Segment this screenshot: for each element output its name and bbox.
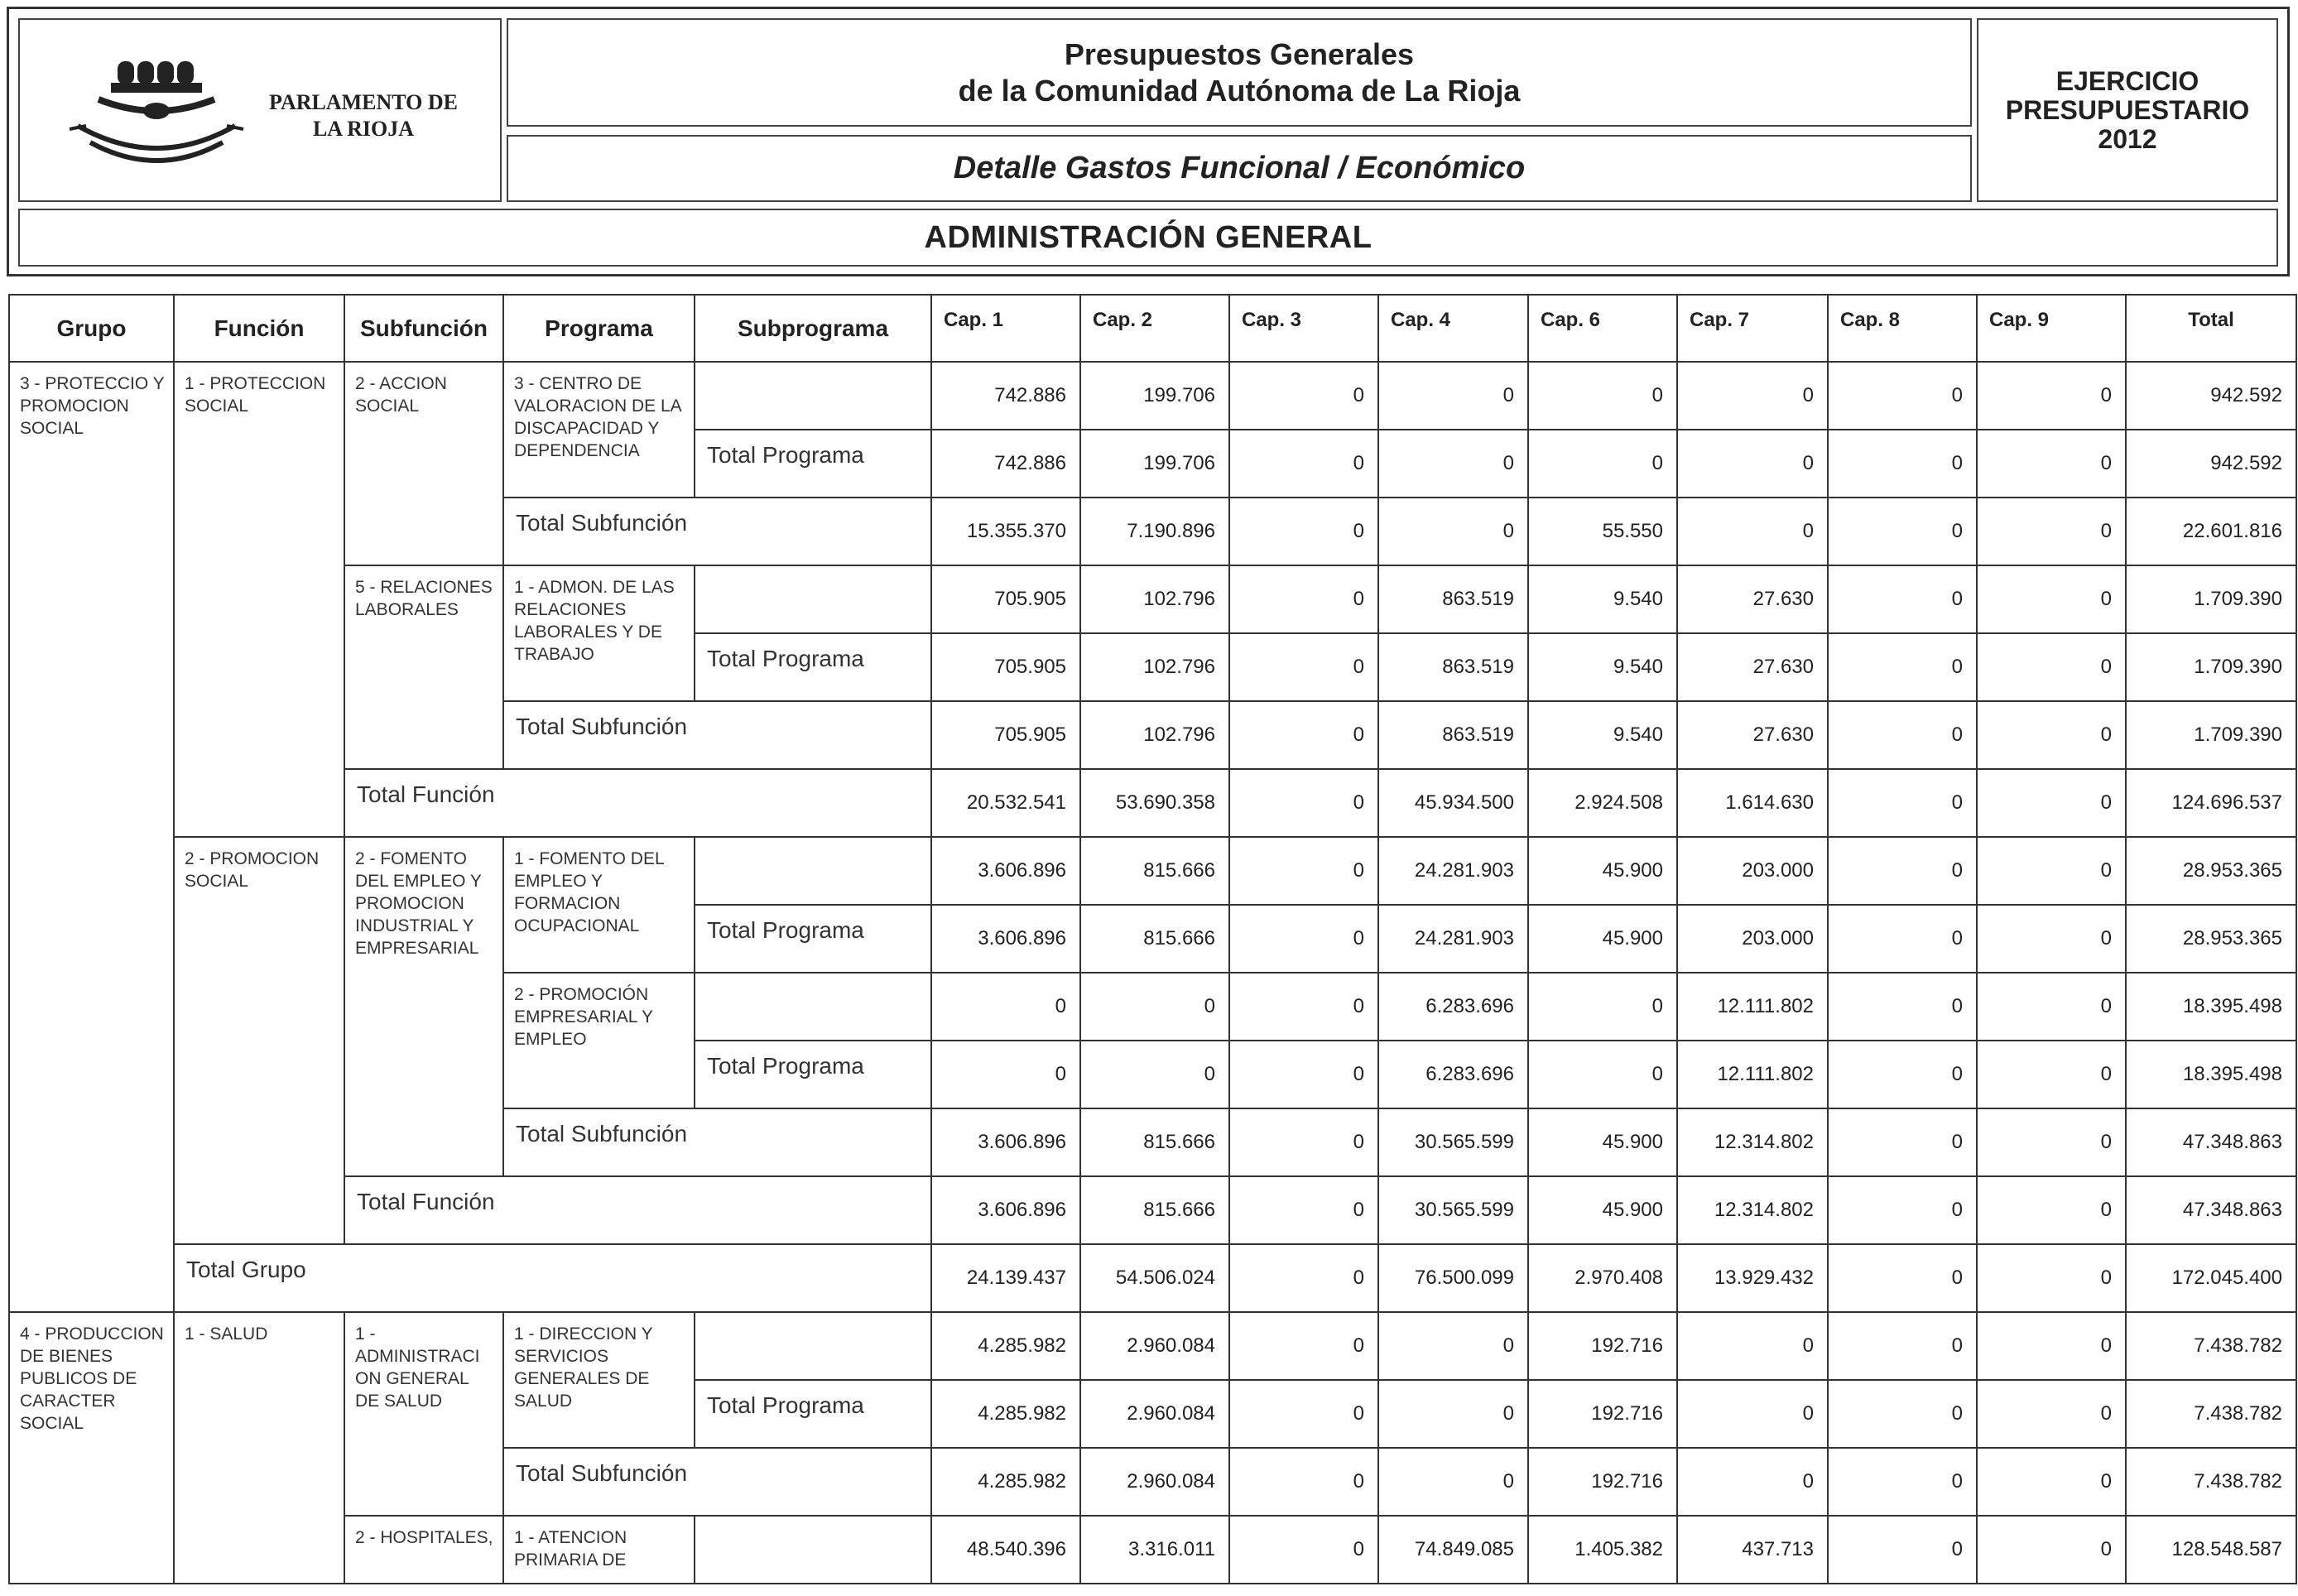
amount-cell: 0 xyxy=(931,1041,1080,1108)
amount-cell: 199.706 xyxy=(1080,362,1229,430)
amount-cell: 3.606.896 xyxy=(931,1108,1080,1176)
section-box xyxy=(18,209,2278,267)
amount-cell: 705.905 xyxy=(931,633,1080,701)
programa-cell: 1 - DIRECCION Y SERVICIOS GENERALES DE SALUD xyxy=(503,1312,695,1448)
amount-cell: 45.934.500 xyxy=(1378,769,1528,837)
amount-cell: 0 xyxy=(1828,1448,1977,1516)
amount-cell: 815.666 xyxy=(1080,905,1229,973)
logo-text-line2: LA RIOJA xyxy=(312,117,415,141)
title-box xyxy=(507,18,1972,127)
amount-cell: 0 xyxy=(1828,1312,1977,1380)
table-row xyxy=(9,769,2296,837)
col-header-cap7: Cap. 7 xyxy=(1677,295,1828,362)
amount-cell: 53.690.358 xyxy=(1080,769,1229,837)
amount-cell: 199.706 xyxy=(1080,430,1229,498)
amount-cell: 45.900 xyxy=(1528,837,1677,905)
subfuncion-cell: 1 - ADMINISTRACI ON GENERAL DE SALUD xyxy=(344,1312,503,1516)
amount-cell: 0 xyxy=(1977,1108,2126,1176)
amount-cell: 0 xyxy=(1977,1448,2126,1516)
section-title: ADMINISTRACIÓN GENERAL xyxy=(924,219,1373,255)
amount-cell: 0 xyxy=(1977,769,2126,837)
amount-cell: 0 xyxy=(1977,701,2126,769)
amount-cell: 0 xyxy=(1229,1176,1378,1244)
amount-cell: 705.905 xyxy=(931,701,1080,769)
amount-cell: 3.606.896 xyxy=(931,1176,1080,1244)
funcion-cell: 1 - PROTECCION SOCIAL xyxy=(174,362,344,837)
amount-cell: 102.796 xyxy=(1080,565,1229,633)
amount-cell: 815.666 xyxy=(1080,1176,1229,1244)
amount-cell: 0 xyxy=(1378,498,1528,565)
amount-cell: 815.666 xyxy=(1080,1108,1229,1176)
table-row xyxy=(9,565,2296,633)
col-header-cap6: Cap. 6 xyxy=(1528,295,1677,362)
amount-cell: 9.540 xyxy=(1528,565,1677,633)
amount-cell: 0 xyxy=(1828,905,1977,973)
grupo-cell: 3 - PROTECCIO Y PROMOCION SOCIAL xyxy=(9,362,174,1312)
budget-table xyxy=(8,294,2297,1584)
programa-cell: 1 - ADMON. DE LAS RELACIONES LABORALES Y DE TRABAJO xyxy=(503,565,695,701)
amount-cell: 12.111.802 xyxy=(1677,1041,1828,1108)
amount-cell: 24.281.903 xyxy=(1378,905,1528,973)
amount-cell: 0 xyxy=(1229,565,1378,633)
amount-cell: 102.796 xyxy=(1080,633,1229,701)
total-subfuncion-label: Total Subfunción xyxy=(503,1108,931,1176)
total-programa-label: Total Programa xyxy=(695,633,931,701)
amount-cell: 0 xyxy=(1677,1312,1828,1380)
amount-cell: 0 xyxy=(1229,1448,1378,1516)
programa-cell: 1 - FOMENTO DEL EMPLEO Y FORMACION OCUPACIONAL xyxy=(503,837,695,973)
amount-cell: 0 xyxy=(1977,973,2126,1041)
table-row xyxy=(9,362,2296,430)
amount-cell: 27.630 xyxy=(1677,701,1828,769)
programa-cell: 3 - CENTRO DE VALORACION DE LA DISCAPACIDAD Y DEPENDENCIA xyxy=(503,362,695,498)
table-row xyxy=(9,1244,2296,1312)
amount-cell: 0 xyxy=(1378,430,1528,498)
amount-cell: 0 xyxy=(1828,701,1977,769)
subprograma-cell xyxy=(695,1516,931,1584)
programa-cell: 2 - PROMOCIÓN EMPRESARIAL Y EMPLEO xyxy=(503,973,695,1108)
exercise-year: 2012 xyxy=(2098,123,2157,154)
amount-cell: 12.111.802 xyxy=(1677,973,1828,1041)
amount-cell: 0 xyxy=(1528,1041,1677,1108)
total-cell: 18.395.498 xyxy=(2126,973,2296,1041)
amount-cell: 4.285.982 xyxy=(931,1312,1080,1380)
amount-cell: 815.666 xyxy=(1080,837,1229,905)
title-line2: de la Comunidad Autónoma de La Rioja xyxy=(958,73,1521,108)
col-header-programa: Programa xyxy=(503,295,695,362)
total-grupo-label: Total Grupo xyxy=(174,1244,931,1312)
total-programa-label: Total Programa xyxy=(695,905,931,973)
amount-cell: 437.713 xyxy=(1677,1516,1828,1584)
amount-cell: 0 xyxy=(1229,905,1378,973)
amount-cell: 203.000 xyxy=(1677,905,1828,973)
amount-cell: 742.886 xyxy=(931,430,1080,498)
total-cell: 7.438.782 xyxy=(2126,1380,2296,1448)
amount-cell: 24.139.437 xyxy=(931,1244,1080,1312)
amount-cell: 0 xyxy=(1977,633,2126,701)
amount-cell: 0 xyxy=(1528,430,1677,498)
col-header-total: Total xyxy=(2126,295,2296,362)
funcion-cell: 1 - SALUD xyxy=(174,1312,344,1584)
amount-cell: 4.285.982 xyxy=(931,1380,1080,1448)
amount-cell: 0 xyxy=(1528,362,1677,430)
total-cell: 7.438.782 xyxy=(2126,1448,2296,1516)
amount-cell: 12.314.802 xyxy=(1677,1176,1828,1244)
col-header-cap8: Cap. 8 xyxy=(1828,295,1977,362)
amount-cell: 0 xyxy=(1828,769,1977,837)
total-subfuncion-label: Total Subfunción xyxy=(503,498,931,565)
amount-cell: 3.606.896 xyxy=(931,905,1080,973)
logo-text-line1: PARLAMENTO DE xyxy=(269,90,458,114)
amount-cell: 0 xyxy=(1229,1312,1378,1380)
amount-cell: 0 xyxy=(1977,1380,2126,1448)
amount-cell: 6.283.696 xyxy=(1378,1041,1528,1108)
amount-cell: 742.886 xyxy=(931,362,1080,430)
amount-cell: 0 xyxy=(1828,1041,1977,1108)
amount-cell: 863.519 xyxy=(1378,701,1528,769)
amount-cell: 0 xyxy=(1977,1312,2126,1380)
amount-cell: 2.960.084 xyxy=(1080,1448,1229,1516)
amount-cell: 0 xyxy=(1229,430,1378,498)
amount-cell: 192.716 xyxy=(1528,1380,1677,1448)
amount-cell: 45.900 xyxy=(1528,905,1677,973)
subfuncion-cell: 5 - RELACIONES LABORALES xyxy=(344,565,503,769)
col-header-cap3: Cap. 3 xyxy=(1229,295,1378,362)
logo-box xyxy=(18,18,502,202)
amount-cell: 55.550 xyxy=(1528,498,1677,565)
table-header-row xyxy=(9,295,2296,362)
funcion-cell: 2 - PROMOCION SOCIAL xyxy=(174,837,344,1244)
amount-cell: 0 xyxy=(1828,837,1977,905)
amount-cell: 0 xyxy=(1080,1041,1229,1108)
amount-cell: 24.281.903 xyxy=(1378,837,1528,905)
total-cell: 28.953.365 xyxy=(2126,837,2296,905)
amount-cell: 0 xyxy=(1528,973,1677,1041)
amount-cell: 12.314.802 xyxy=(1677,1108,1828,1176)
amount-cell: 0 xyxy=(1229,973,1378,1041)
amount-cell: 45.900 xyxy=(1528,1176,1677,1244)
amount-cell: 2.960.084 xyxy=(1080,1312,1229,1380)
amount-cell: 0 xyxy=(1229,701,1378,769)
subprograma-cell xyxy=(695,973,931,1041)
col-header-grupo: Grupo xyxy=(9,295,174,362)
amount-cell: 0 xyxy=(1828,1244,1977,1312)
amount-cell: 30.565.599 xyxy=(1378,1176,1528,1244)
title-line1: Presupuestos Generales xyxy=(1064,36,1415,71)
amount-cell: 0 xyxy=(1229,1041,1378,1108)
amount-cell: 30.565.599 xyxy=(1378,1108,1528,1176)
total-programa-label: Total Programa xyxy=(695,1380,931,1448)
amount-cell: 0 xyxy=(1977,1041,2126,1108)
amount-cell: 0 xyxy=(1229,362,1378,430)
amount-cell: 0 xyxy=(1828,498,1977,565)
amount-cell: 0 xyxy=(1229,1244,1378,1312)
subtitle-box xyxy=(507,135,1972,202)
total-cell: 47.348.863 xyxy=(2126,1176,2296,1244)
amount-cell: 27.630 xyxy=(1677,565,1828,633)
amount-cell: 0 xyxy=(1677,430,1828,498)
amount-cell: 27.630 xyxy=(1677,633,1828,701)
amount-cell: 0 xyxy=(1828,973,1977,1041)
amount-cell: 102.796 xyxy=(1080,701,1229,769)
amount-cell: 0 xyxy=(1828,362,1977,430)
amount-cell: 0 xyxy=(1828,565,1977,633)
exercise-box xyxy=(1977,18,2278,202)
amount-cell: 0 xyxy=(1229,1516,1378,1584)
amount-cell: 48.540.396 xyxy=(931,1516,1080,1584)
total-programa-label: Total Programa xyxy=(695,430,931,498)
amount-cell: 0 xyxy=(1229,769,1378,837)
total-subfuncion-label: Total Subfunción xyxy=(503,701,931,769)
amount-cell: 0 xyxy=(1378,1448,1528,1516)
amount-cell: 863.519 xyxy=(1378,633,1528,701)
grupo-cell: 4 - PRODUCCION DE BIENES PUBLICOS DE CARACTER SOCIAL xyxy=(9,1312,174,1584)
amount-cell: 54.506.024 xyxy=(1080,1244,1229,1312)
table-row xyxy=(9,1516,2296,1584)
amount-cell: 0 xyxy=(1977,498,2126,565)
total-funcion-label: Total Función xyxy=(344,1176,931,1244)
amount-cell: 0 xyxy=(1828,633,1977,701)
amount-cell: 0 xyxy=(1828,430,1977,498)
col-header-cap9: Cap. 9 xyxy=(1977,295,2126,362)
exercise-line1: EJERCICIO xyxy=(2055,65,2199,96)
amount-cell: 7.190.896 xyxy=(1080,498,1229,565)
programa-cell: 1 - ATENCION PRIMARIA DE xyxy=(503,1516,695,1584)
amount-cell: 15.355.370 xyxy=(931,498,1080,565)
amount-cell: 0 xyxy=(1229,498,1378,565)
subprograma-cell xyxy=(695,837,931,905)
amount-cell: 13.929.432 xyxy=(1677,1244,1828,1312)
exercise-line2: PRESUPUESTARIO xyxy=(2005,94,2250,125)
amount-cell: 705.905 xyxy=(931,565,1080,633)
amount-cell: 0 xyxy=(1677,362,1828,430)
amount-cell: 9.540 xyxy=(1528,701,1677,769)
amount-cell: 20.532.541 xyxy=(931,769,1080,837)
amount-cell: 0 xyxy=(1378,1380,1528,1448)
total-cell: 22.601.816 xyxy=(2126,498,2296,565)
amount-cell: 9.540 xyxy=(1528,633,1677,701)
amount-cell: 0 xyxy=(1977,430,2126,498)
total-funcion-label: Total Función xyxy=(344,769,931,837)
amount-cell: 0 xyxy=(1828,1380,1977,1448)
amount-cell: 0 xyxy=(1229,633,1378,701)
subprograma-cell xyxy=(695,362,931,430)
document-subtitle: Detalle Gastos Funcional / Económico xyxy=(953,151,1526,185)
amount-cell: 0 xyxy=(1977,565,2126,633)
total-cell: 18.395.498 xyxy=(2126,1041,2296,1108)
amount-cell: 0 xyxy=(1977,1516,2126,1584)
amount-cell: 3.316.011 xyxy=(1080,1516,1229,1584)
amount-cell: 0 xyxy=(1229,1380,1378,1448)
total-cell: 28.953.365 xyxy=(2126,905,2296,973)
col-header-funcion: Función xyxy=(174,295,344,362)
amount-cell: 2.960.084 xyxy=(1080,1380,1229,1448)
amount-cell: 0 xyxy=(1080,973,1229,1041)
subprograma-cell xyxy=(695,565,931,633)
amount-cell: 0 xyxy=(1828,1108,1977,1176)
table-row xyxy=(9,1176,2296,1244)
amount-cell: 0 xyxy=(1977,837,2126,905)
amount-cell: 2.970.408 xyxy=(1528,1244,1677,1312)
parliament-logo-icon xyxy=(53,46,252,187)
amount-cell: 0 xyxy=(1977,1176,2126,1244)
amount-cell: 0 xyxy=(1677,498,1828,565)
exercise-label xyxy=(2006,67,2250,154)
amount-cell: 0 xyxy=(1677,1448,1828,1516)
total-cell: 128.548.587 xyxy=(2126,1516,2296,1584)
amount-cell: 863.519 xyxy=(1378,565,1528,633)
amount-cell: 0 xyxy=(931,973,1080,1041)
amount-cell: 0 xyxy=(1229,1108,1378,1176)
col-header-cap4: Cap. 4 xyxy=(1378,295,1528,362)
total-programa-label: Total Programa xyxy=(695,1041,931,1108)
table-row xyxy=(9,837,2296,905)
amount-cell: 0 xyxy=(1977,905,2126,973)
amount-cell: 0 xyxy=(1378,1312,1528,1380)
total-cell: 1.709.390 xyxy=(2126,633,2296,701)
amount-cell: 0 xyxy=(1828,1176,1977,1244)
amount-cell: 0 xyxy=(1977,362,2126,430)
logo-text xyxy=(260,89,467,142)
total-subfuncion-label: Total Subfunción xyxy=(503,1448,931,1516)
subfuncion-cell: 2 - HOSPITALES, xyxy=(344,1516,503,1584)
table-row xyxy=(9,1312,2296,1380)
total-cell: 942.592 xyxy=(2126,362,2296,430)
amount-cell: 2.924.508 xyxy=(1528,769,1677,837)
amount-cell: 0 xyxy=(1977,1244,2126,1312)
total-cell: 172.045.400 xyxy=(2126,1244,2296,1312)
col-header-subfuncion: Subfunción xyxy=(344,295,503,362)
amount-cell: 1.405.382 xyxy=(1528,1516,1677,1584)
col-header-cap2: Cap. 2 xyxy=(1080,295,1229,362)
amount-cell: 0 xyxy=(1677,1380,1828,1448)
amount-cell: 6.283.696 xyxy=(1378,973,1528,1041)
amount-cell: 76.500.099 xyxy=(1378,1244,1528,1312)
amount-cell: 203.000 xyxy=(1677,837,1828,905)
total-cell: 7.438.782 xyxy=(2126,1312,2296,1380)
document-title xyxy=(959,36,1521,109)
total-cell: 1.709.390 xyxy=(2126,565,2296,633)
amount-cell: 0 xyxy=(1229,837,1378,905)
amount-cell: 0 xyxy=(1378,362,1528,430)
amount-cell: 74.849.085 xyxy=(1378,1516,1528,1584)
subfuncion-cell: 2 - ACCION SOCIAL xyxy=(344,362,503,565)
amount-cell: 0 xyxy=(1828,1516,1977,1584)
col-header-subprograma: Subprograma xyxy=(695,295,931,362)
col-header-cap1: Cap. 1 xyxy=(931,295,1080,362)
total-cell: 47.348.863 xyxy=(2126,1108,2296,1176)
total-cell: 1.709.390 xyxy=(2126,701,2296,769)
amount-cell: 192.716 xyxy=(1528,1312,1677,1380)
amount-cell: 3.606.896 xyxy=(931,837,1080,905)
subfuncion-cell: 2 - FOMENTO DEL EMPLEO Y PROMOCION INDUSTRIAL Y EMPRESARIAL xyxy=(344,837,503,1176)
subprograma-cell xyxy=(695,1312,931,1380)
total-cell: 124.696.537 xyxy=(2126,769,2296,837)
amount-cell: 45.900 xyxy=(1528,1108,1677,1176)
amount-cell: 4.285.982 xyxy=(931,1448,1080,1516)
total-cell: 942.592 xyxy=(2126,430,2296,498)
amount-cell: 192.716 xyxy=(1528,1448,1677,1516)
amount-cell: 1.614.630 xyxy=(1677,769,1828,837)
